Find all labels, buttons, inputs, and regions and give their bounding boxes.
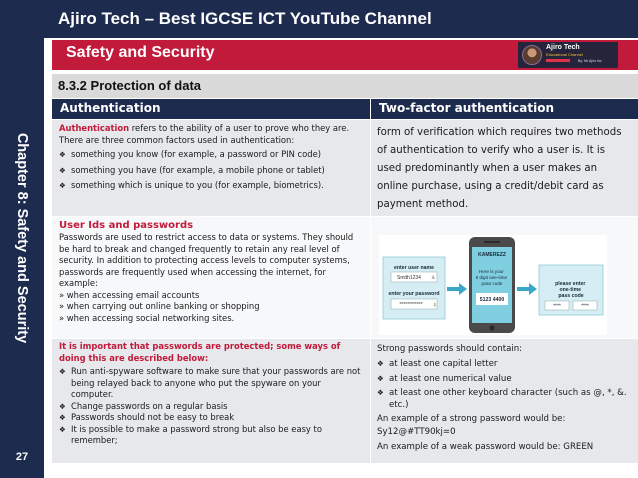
password-rule-item: ❖ at least one numerical value	[377, 373, 512, 384]
password-protection-cell	[52, 339, 370, 463]
subheading-bar	[52, 74, 638, 98]
column-header-two-factor: Two-factor authentication	[371, 99, 638, 119]
phone-code: 5123 4400	[479, 297, 505, 303]
protection-item: ❖ Change passwords on a regular basis	[59, 400, 228, 411]
strong-password-cell	[371, 339, 638, 463]
subheading: 8.3.2 Protection of data	[58, 78, 202, 93]
protection-item: ❖ Passwords should not be easy to break	[59, 412, 235, 422]
two-factor-description: form of verification which requires two methods of authentication to verify who a user is. It is used predominantly when a user makes an online purchase, using a credit/debit card as payment method.	[377, 127, 622, 210]
chapter-title: Chapter 8: Safety and Security	[14, 132, 30, 344]
section-title: Safety and Security	[66, 44, 215, 61]
username-value: Smith1234	[397, 275, 421, 281]
authentication-term: Authentication	[59, 123, 130, 133]
svg-text:please enter one-time: please enter one-time pass code	[555, 281, 586, 299]
two-factor-cell	[371, 120, 638, 216]
diamond-bullet-icon: ❖	[59, 181, 66, 190]
authentication-cell	[52, 120, 370, 216]
diamond-bullet-icon: ❖	[59, 424, 66, 434]
password-rule-item: ❖ at least one other keyboard character (such as @, *, &. etc.)	[377, 387, 627, 411]
password-value: ************	[399, 302, 423, 308]
diamond-bullet-icon: ❖	[59, 150, 66, 159]
otp-code-b: ****	[581, 303, 589, 310]
two-factor-illustration	[379, 235, 607, 335]
user-ids-example: » when carrying out online banking or shopping	[59, 301, 260, 311]
logo-accent-bar	[546, 59, 570, 62]
channel-title: Ajiro Tech – Best IGCSE ICT YouTube Channel	[58, 9, 432, 28]
svg-text:Here is your 8 digit one: Here is your 8 digit one-time pass code	[475, 269, 508, 286]
logo-tagline: Educational Channel	[546, 52, 583, 57]
otp-code-a: ****	[553, 303, 561, 310]
logo-name: Ajiro Tech	[546, 44, 580, 51]
channel-logo	[518, 42, 618, 68]
protection-item: ❖ It is possible to make a password strong but also be easy to remember;	[59, 423, 322, 445]
diamond-bullet-icon: ❖	[377, 359, 384, 369]
auth-factor-item: ❖ something you have (for example, a mobile phone or tablet)	[59, 164, 325, 175]
diamond-bullet-icon: ❖	[377, 387, 384, 397]
protection-item: ❖ Run anti-spyware software to make sure that your passwords are not being relayed back to anyone who put the spyware on your computer.	[59, 366, 361, 399]
diamond-bullet-icon: ❖	[59, 401, 66, 411]
strong-password-heading: Strong passwords should contain:	[377, 344, 523, 354]
diamond-bullet-icon: ❖	[59, 413, 66, 422]
user-icon: ♙	[431, 275, 436, 281]
user-ids-heading: User Ids and passwords	[59, 220, 194, 231]
auth-factor-item: ❖ something which is unique to you (for example, biometrics).	[59, 180, 324, 190]
page-number: 27	[15, 451, 29, 463]
user-ids-example: » when accessing social networking sites.	[59, 312, 235, 323]
diamond-bullet-icon: ❖	[59, 165, 66, 175]
authentication-intro: refers to the ability of a user to prove who they are. There are three common factors used in authentication:	[59, 123, 350, 145]
username-label: enter user name	[393, 265, 435, 271]
diamond-bullet-icon: ❖	[59, 367, 66, 376]
password-rule-item: ❖ at least one capital letter	[377, 359, 498, 370]
strong-password-example: An example of a strong password would be: Sy12@#TT90kj=0	[377, 414, 566, 437]
password-label: enter your password	[388, 291, 440, 297]
key-icon: ⚷	[433, 302, 437, 307]
channel-header	[44, 0, 638, 38]
presenter-avatar	[522, 45, 542, 65]
phone-brand: KAMEREZZ	[478, 252, 506, 258]
user-ids-example: » when accessing email accounts	[59, 289, 200, 300]
logo-byline: By: Mr Ajiro Inc	[578, 59, 602, 63]
weak-password-example: An example of a weak password would be: GREEN	[377, 442, 594, 453]
user-ids-body: Passwords are used to restrict access to data or systems. They should be hard to break and changed frequently to retain any real level of security. In addition to protecting access levels to computer systems, passwords are frequently used when accessing the internet, for example:	[59, 232, 354, 288]
chapter-sidebar	[0, 0, 44, 478]
protection-heading: It is important that passwords are protected; some ways of doing this are described below:	[59, 341, 341, 363]
column-header-authentication: Authentication	[52, 99, 370, 119]
user-ids-cell	[52, 217, 370, 338]
auth-factor-item: ❖ something you know (for example, a password or PIN code)	[59, 149, 322, 159]
section-header	[52, 40, 638, 70]
diamond-bullet-icon: ❖	[377, 373, 384, 383]
